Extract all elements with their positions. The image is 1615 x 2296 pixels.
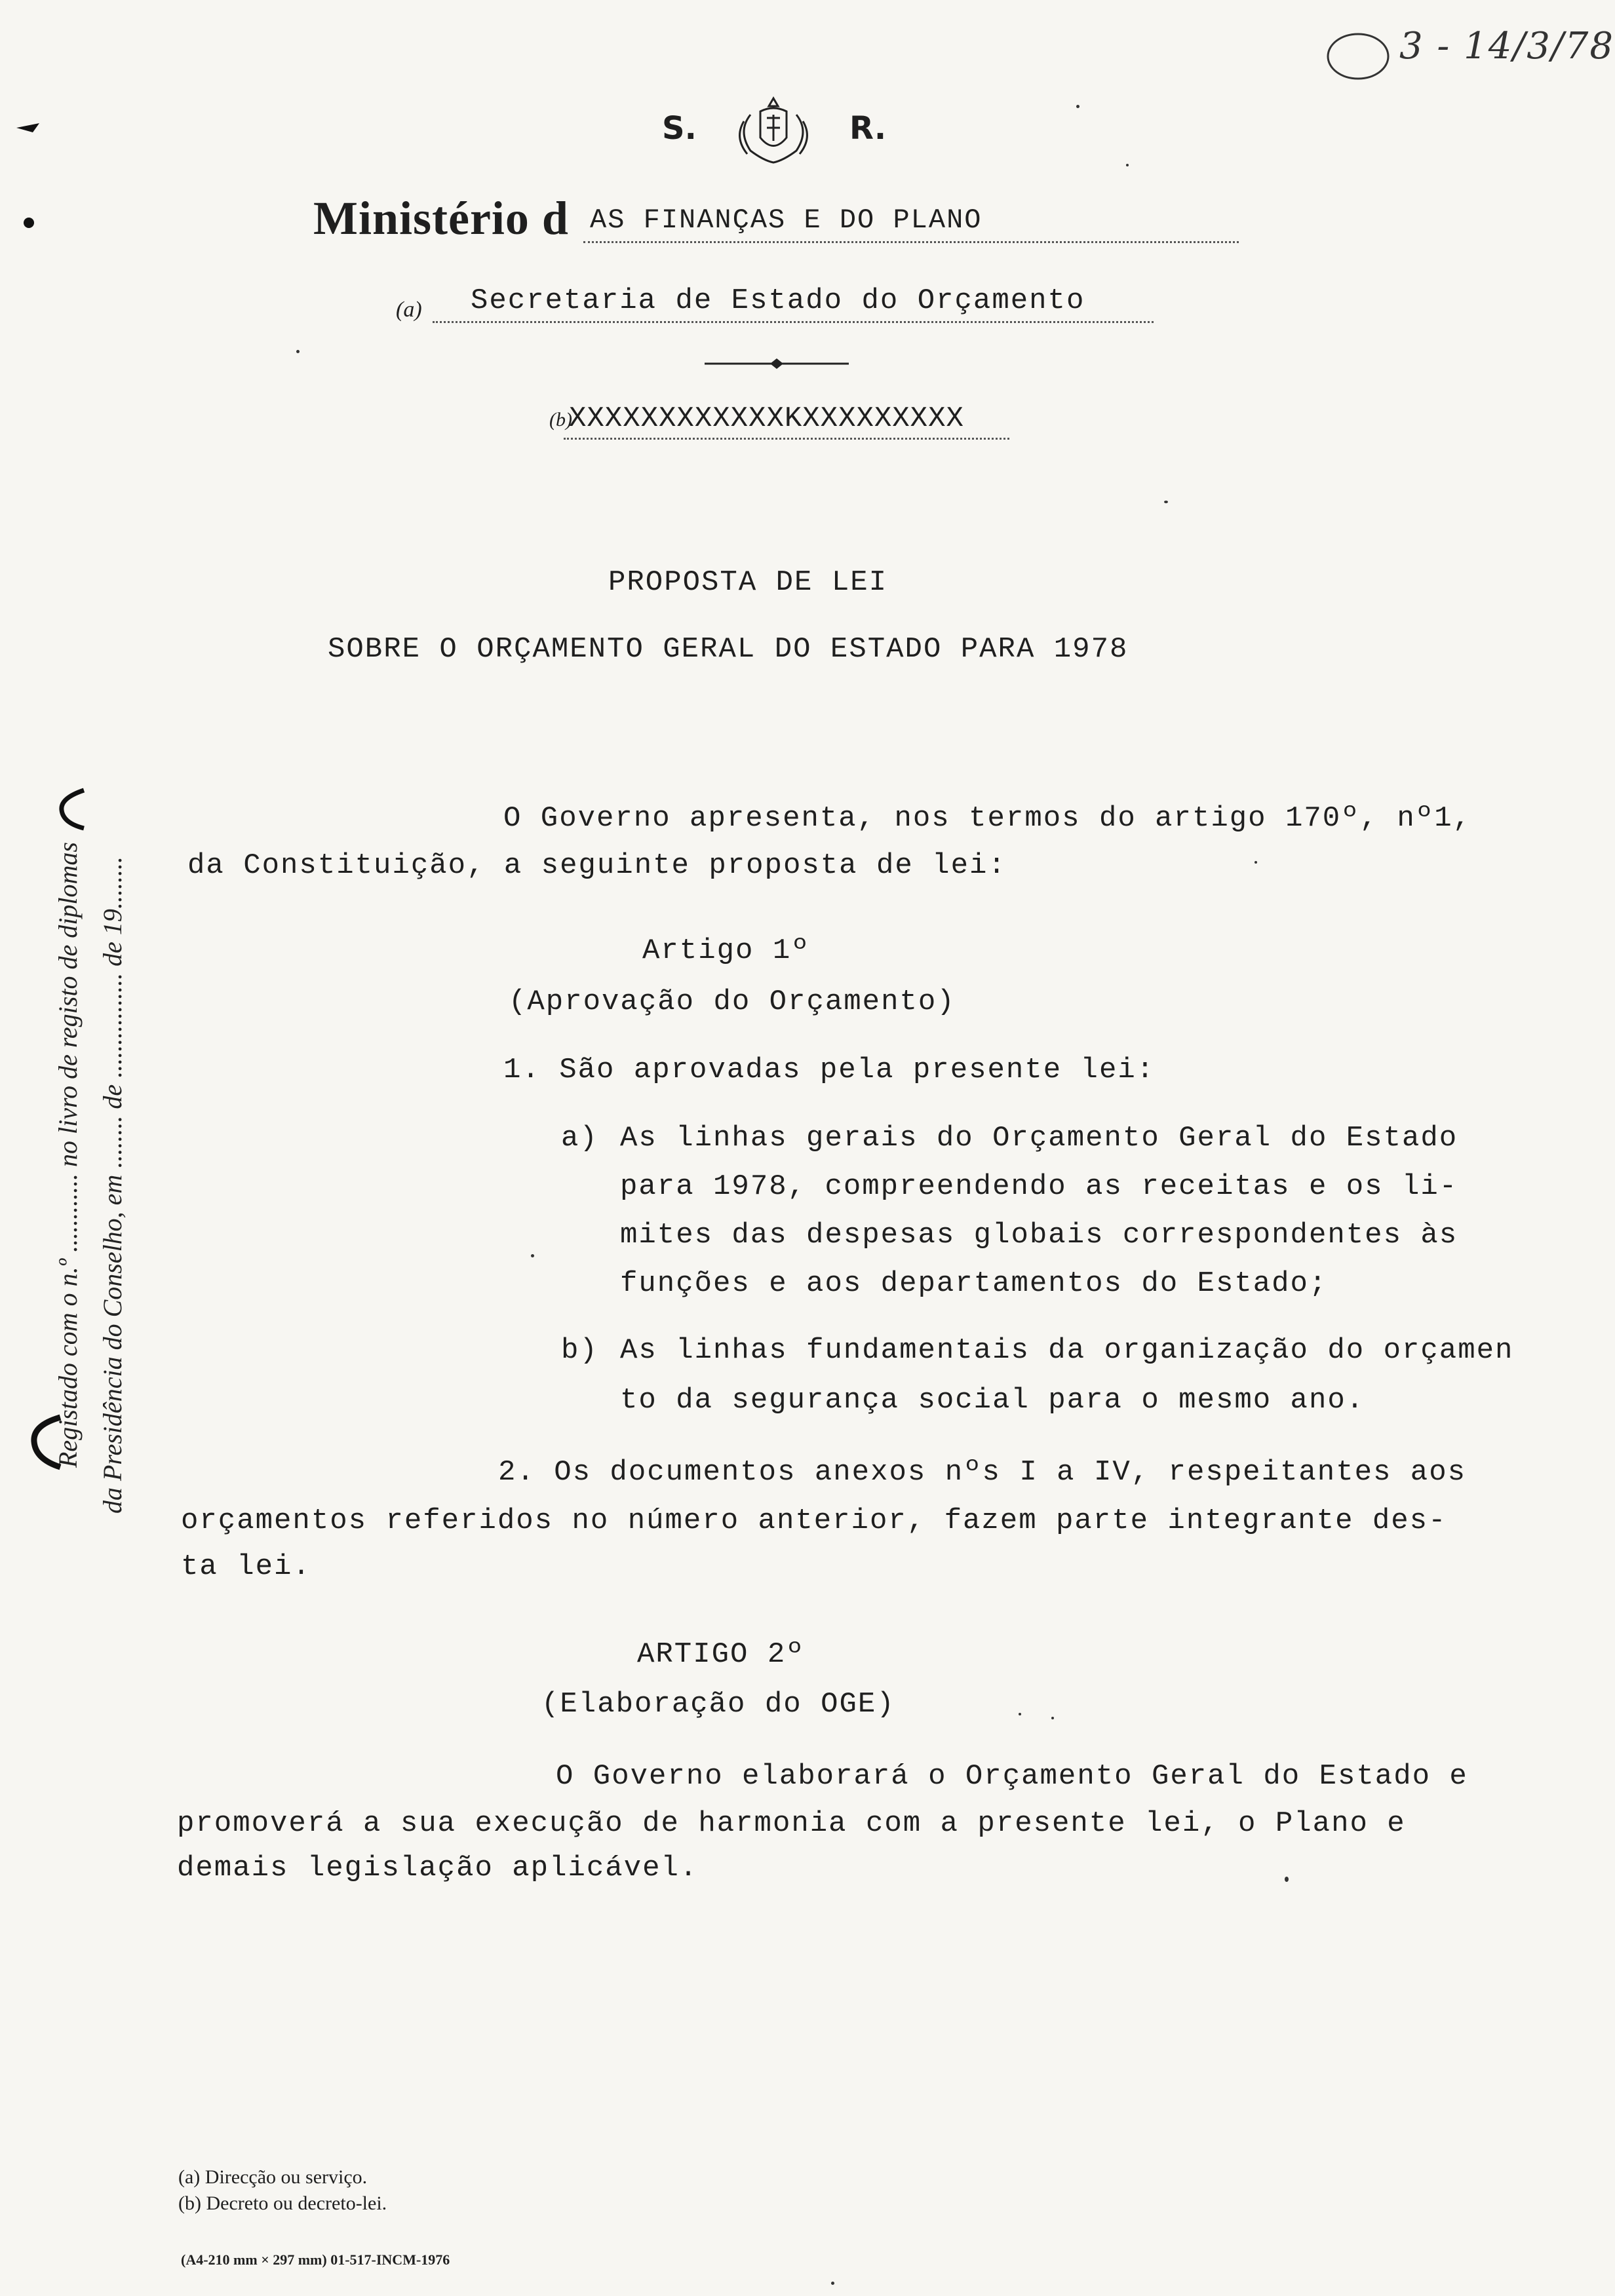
item-2-line: orçamentos referidos no número anterior, fazem parte integrante des-	[181, 1504, 1447, 1537]
artigo-2-line: O Governo elaborará o Orçamento Geral do Estado e	[556, 1760, 1468, 1793]
artigo-2-heading: ARTIGO 2º	[637, 1638, 805, 1671]
decreto-struck-line: XXXXXXXXXXXXKXXXXXXXXX	[569, 402, 964, 435]
item-a-line: As linhas gerais do Orçamento Geral do Estado	[620, 1122, 1458, 1155]
side-registration-line-2: da Presidência do Conselho, em ........ de ................ de 19........	[98, 856, 127, 1514]
secretaria-name: Secretaria de Estado do Orçamento	[471, 284, 1085, 317]
header-s-letter: S.	[662, 110, 697, 147]
ornamental-divider	[705, 357, 849, 370]
item-2-line: 2. Os documentos anexos nºs I a IV, respeitantes aos	[498, 1456, 1467, 1489]
item-a-line: para 1978, compreendendo as receitas e os li-	[620, 1170, 1458, 1203]
item-b-line: As linhas fundamentais da organização do orçamen	[620, 1334, 1514, 1367]
artigo-2-line: promoverá a sua execução de harmonia com a presente lei, o Plano e	[177, 1807, 1406, 1840]
header-r-letter: R.	[849, 110, 887, 147]
item-a-line: mites das despesas globais correspondentes às	[620, 1219, 1458, 1252]
margin-mark-icon	[13, 118, 46, 138]
item-2-line: ta lei.	[181, 1550, 311, 1583]
artigo-1-subheading: (Aprovação do Orçamento)	[509, 985, 956, 1018]
side-registration-line-1: Registado com o n.º ............ no livro de registo de diplomas	[53, 842, 83, 1468]
ministerio-dotted-line	[583, 241, 1239, 243]
item-a-label: a)	[561, 1122, 598, 1155]
footnote-marker-b: (b)	[549, 409, 572, 430]
ministerio-name: AS FINANÇAS E DO PLANO	[590, 204, 983, 236]
proposal-title: PROPOSTA DE LEI	[608, 566, 888, 599]
artigo-2-line: demais legislação aplicável.	[177, 1852, 699, 1885]
footnote-marker-a: (a)	[396, 297, 422, 322]
intro-line-1: O Governo apresenta, nos termos do artigo 170º, nº1,	[503, 802, 1472, 835]
side-bracket-mark	[26, 1412, 66, 1471]
side-bracket-mark	[55, 786, 88, 832]
coat-of-arms-icon	[724, 92, 823, 170]
form-reference: (A4-210 mm × 297 mm) 01-517-INCM-1976	[181, 2251, 450, 2268]
artigo-1-item-1: 1. São aprovadas pela presente lei:	[503, 1054, 1156, 1086]
item-a-line: funções e aos departamentos do Estado;	[620, 1267, 1328, 1300]
margin-mark-icon	[20, 214, 39, 233]
item-b-line: to da segurança social para o mesmo ano.	[620, 1384, 1365, 1417]
ministerio-label: Ministério d	[313, 192, 569, 244]
decreto-dotted-line	[564, 438, 1009, 440]
footnote-a: (a) Direcção ou serviço.	[178, 2166, 368, 2188]
artigo-1-heading: Artigo 1º	[642, 934, 810, 967]
intro-line-2: da Constituição, a seguinte proposta de lei:	[187, 849, 1007, 882]
artigo-2-subheading: (Elaboração do OGE)	[541, 1688, 895, 1721]
proposal-subtitle: SOBRE O ORÇAMENTO GERAL DO ESTADO PARA 1978	[328, 633, 1129, 666]
handwritten-annotation: 3 - 14/3/78	[1399, 25, 1615, 67]
footnote-b: (b) Decreto ou decreto-lei.	[178, 2192, 387, 2214]
secretaria-dotted-line	[433, 321, 1154, 323]
item-b-label: b)	[561, 1334, 598, 1367]
